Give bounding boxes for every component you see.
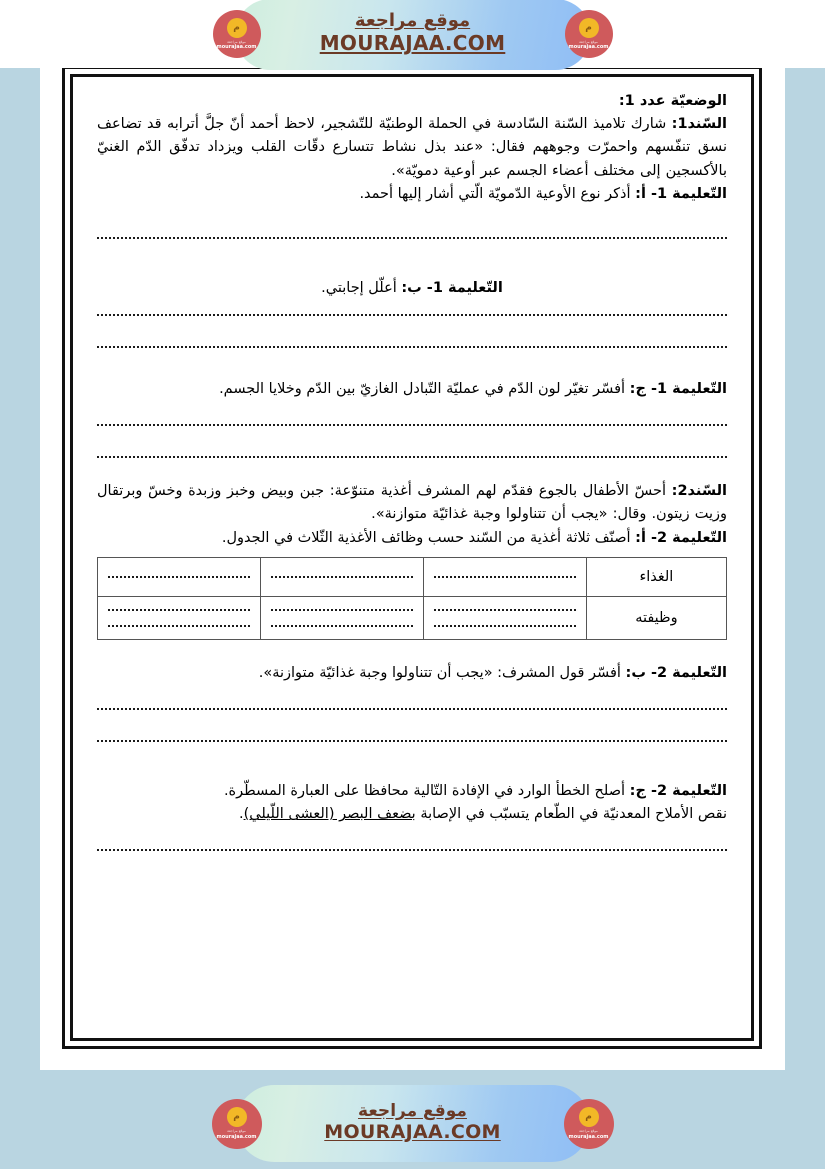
worksheet-page xyxy=(40,45,785,1070)
instruction-1a-text: أذكر نوع الأوعية الدّمويّة الّتي أشار إليها أحمد. xyxy=(359,186,636,203)
banner-inner-top xyxy=(216,0,609,70)
logo-emblem-icon: م xyxy=(227,18,247,38)
sanad-1-lead: السّند1: xyxy=(671,116,727,132)
sanad-1-paragraph xyxy=(97,113,727,183)
logo-arabic-label: موقع مراجعة xyxy=(227,1129,246,1134)
instruction-1a-lead: التّعليمة 1- أ: xyxy=(635,186,727,203)
instruction-2a-text: أصنّف ثلاثة أغذية من السّند حسب وظائف الأغذية الثّلاث في الجدول. xyxy=(221,529,636,546)
instruction-1b xyxy=(97,277,727,300)
bottom-brand-banner xyxy=(0,1078,825,1169)
answer-line[interactable] xyxy=(97,849,727,851)
situation-title: الوضعيّة عدد 1: xyxy=(618,93,727,109)
spacer xyxy=(97,827,727,849)
instruction-2a-lead: التّعليمة 2- أ: xyxy=(635,529,727,546)
table-cell-blank[interactable] xyxy=(423,558,586,597)
table-row xyxy=(98,597,727,640)
logo-emblem-icon: م xyxy=(227,1107,247,1127)
spacer xyxy=(97,426,727,456)
brand-arabic-title: موقع مراجعة xyxy=(354,10,471,31)
sanad-2-lead: السّند2: xyxy=(671,482,727,499)
spacer xyxy=(97,458,727,480)
spacer xyxy=(97,402,727,424)
instruction-2b-text: أفسّر قول المشرف: «يجب أن تتناولوا وجبة غذائيّة متوازنة». xyxy=(258,665,626,682)
logo-arabic-label: موقع مراجعة xyxy=(579,1129,598,1134)
statement-2c-underlined-phrase: بضعف البصر (العشى اللّيلي) xyxy=(243,806,416,823)
cell-answer-line[interactable] xyxy=(434,625,576,627)
brand-logo-icon-right xyxy=(564,1099,614,1149)
brand-logo-icon-right xyxy=(565,10,613,58)
cell-answer-line[interactable] xyxy=(108,625,250,627)
brand-pill-top xyxy=(235,0,591,70)
instruction-2c-text: أصلح الخطأ الوارد في الإفادة التّالية محافظا على العبارة المسطّرة. xyxy=(223,782,630,799)
brand-logo-icon-left xyxy=(213,10,261,58)
spacer xyxy=(97,207,727,237)
page-inner-border xyxy=(70,74,754,1041)
instruction-2c-lead: التّعليمة 2- ج: xyxy=(629,782,727,799)
statement-2c-suffix: . xyxy=(238,806,244,823)
instruction-2a xyxy=(97,527,727,550)
table-cell-blank[interactable] xyxy=(260,597,423,640)
cell-answer-line[interactable] xyxy=(434,609,576,611)
logo-english-label: mourajaa.com xyxy=(216,1133,257,1140)
top-brand-banner xyxy=(0,0,825,68)
brand-logo-icon-left xyxy=(212,1099,262,1149)
instruction-1c-lead: التّعليمة 1- ج: xyxy=(629,381,727,398)
sanad-1-text: شارك تلاميذ السّنة السّادسة في الحملة الوطنيّة للتّشجير، لاحظ أحمد أنّ جلَّ أترابه قد تضاعف نسق تنفّسهم واحمرّت وجوههم فقال: «عند بذل نشاط تتسارع دقّات القلب ويزداد تدفّق الدّم الغنيّ بالأكسجين إلى مختلف أعضاء الجسم عبر أوعية دمويّة». xyxy=(97,116,727,179)
banner-inner-bottom xyxy=(216,1085,609,1162)
logo-arabic-label: موقع مراجعة xyxy=(227,39,246,44)
brand-website-url: MOURAJAA.COM xyxy=(319,31,506,55)
statement-2c-prefix: نقص الأملاح المعدنيّة في الطّعام يتسبّب في الإصابة xyxy=(415,806,727,823)
cell-answer-line[interactable] xyxy=(271,609,413,611)
instruction-1b-lead: التّعليمة 1- ب: xyxy=(401,279,503,296)
logo-english-label: mourajaa.com xyxy=(568,1133,609,1140)
food-classification-table xyxy=(97,557,727,640)
instruction-2b xyxy=(97,662,727,685)
spacer xyxy=(97,640,727,662)
spacer xyxy=(97,300,727,314)
table-row-label-food: الغذاء xyxy=(586,558,726,597)
statement-2c xyxy=(97,803,727,826)
cell-answer-line[interactable] xyxy=(108,609,250,611)
cell-answer-line[interactable] xyxy=(434,576,576,578)
brand-website-url: MOURAJAA.COM xyxy=(324,1120,501,1143)
table-cell-blank[interactable] xyxy=(260,558,423,597)
spacer xyxy=(97,710,727,740)
instruction-1b-text: أعلّل إجابتي. xyxy=(321,279,402,296)
logo-english-label: mourajaa.com xyxy=(216,44,257,51)
table-cell-blank[interactable] xyxy=(423,597,586,640)
cell-answer-line[interactable] xyxy=(108,576,250,578)
instruction-1c xyxy=(97,378,727,401)
instruction-1c-text: أفسّر تغيّر لون الدّم في عمليّة التّبادل الغازيّ بين الدّم وخلايا الجسم. xyxy=(219,381,630,398)
spacer xyxy=(97,348,727,378)
spacer xyxy=(97,239,727,277)
logo-arabic-label: موقع مراجعة xyxy=(579,39,598,44)
table-row xyxy=(98,558,727,597)
table-row-label-function: وظيفته xyxy=(586,597,726,640)
spacer xyxy=(97,316,727,346)
logo-english-label: mourajaa.com xyxy=(568,44,609,51)
instruction-1a xyxy=(97,183,727,206)
page-outer-border xyxy=(62,66,762,1049)
spacer xyxy=(97,686,727,708)
cell-answer-line[interactable] xyxy=(271,576,413,578)
worksheet-content xyxy=(83,85,741,1030)
logo-emblem-icon: م xyxy=(579,1107,599,1127)
table-cell-blank[interactable] xyxy=(98,558,261,597)
table-cell-blank[interactable] xyxy=(98,597,261,640)
cell-answer-line[interactable] xyxy=(271,625,413,627)
brand-pill-bottom xyxy=(236,1085,590,1162)
instruction-2c xyxy=(97,780,727,803)
sanad-2-paragraph xyxy=(97,480,727,527)
spacer xyxy=(97,742,727,780)
logo-emblem-icon: م xyxy=(579,18,599,38)
brand-arabic-title: موقع مراجعة xyxy=(358,1100,467,1121)
sanad-2-text: أحسّ الأطفال بالجوع فقدّم لهم المشرف أغذية متنوّعة: جبن وبيض وخبز وزبدة وخسّ وبرتقال وزيت زيتون. وقال: «يجب أن تتناولوا وجبة غذائيّة متوازنة». xyxy=(97,482,727,523)
instruction-2b-lead: التّعليمة 2- ب: xyxy=(625,665,727,682)
